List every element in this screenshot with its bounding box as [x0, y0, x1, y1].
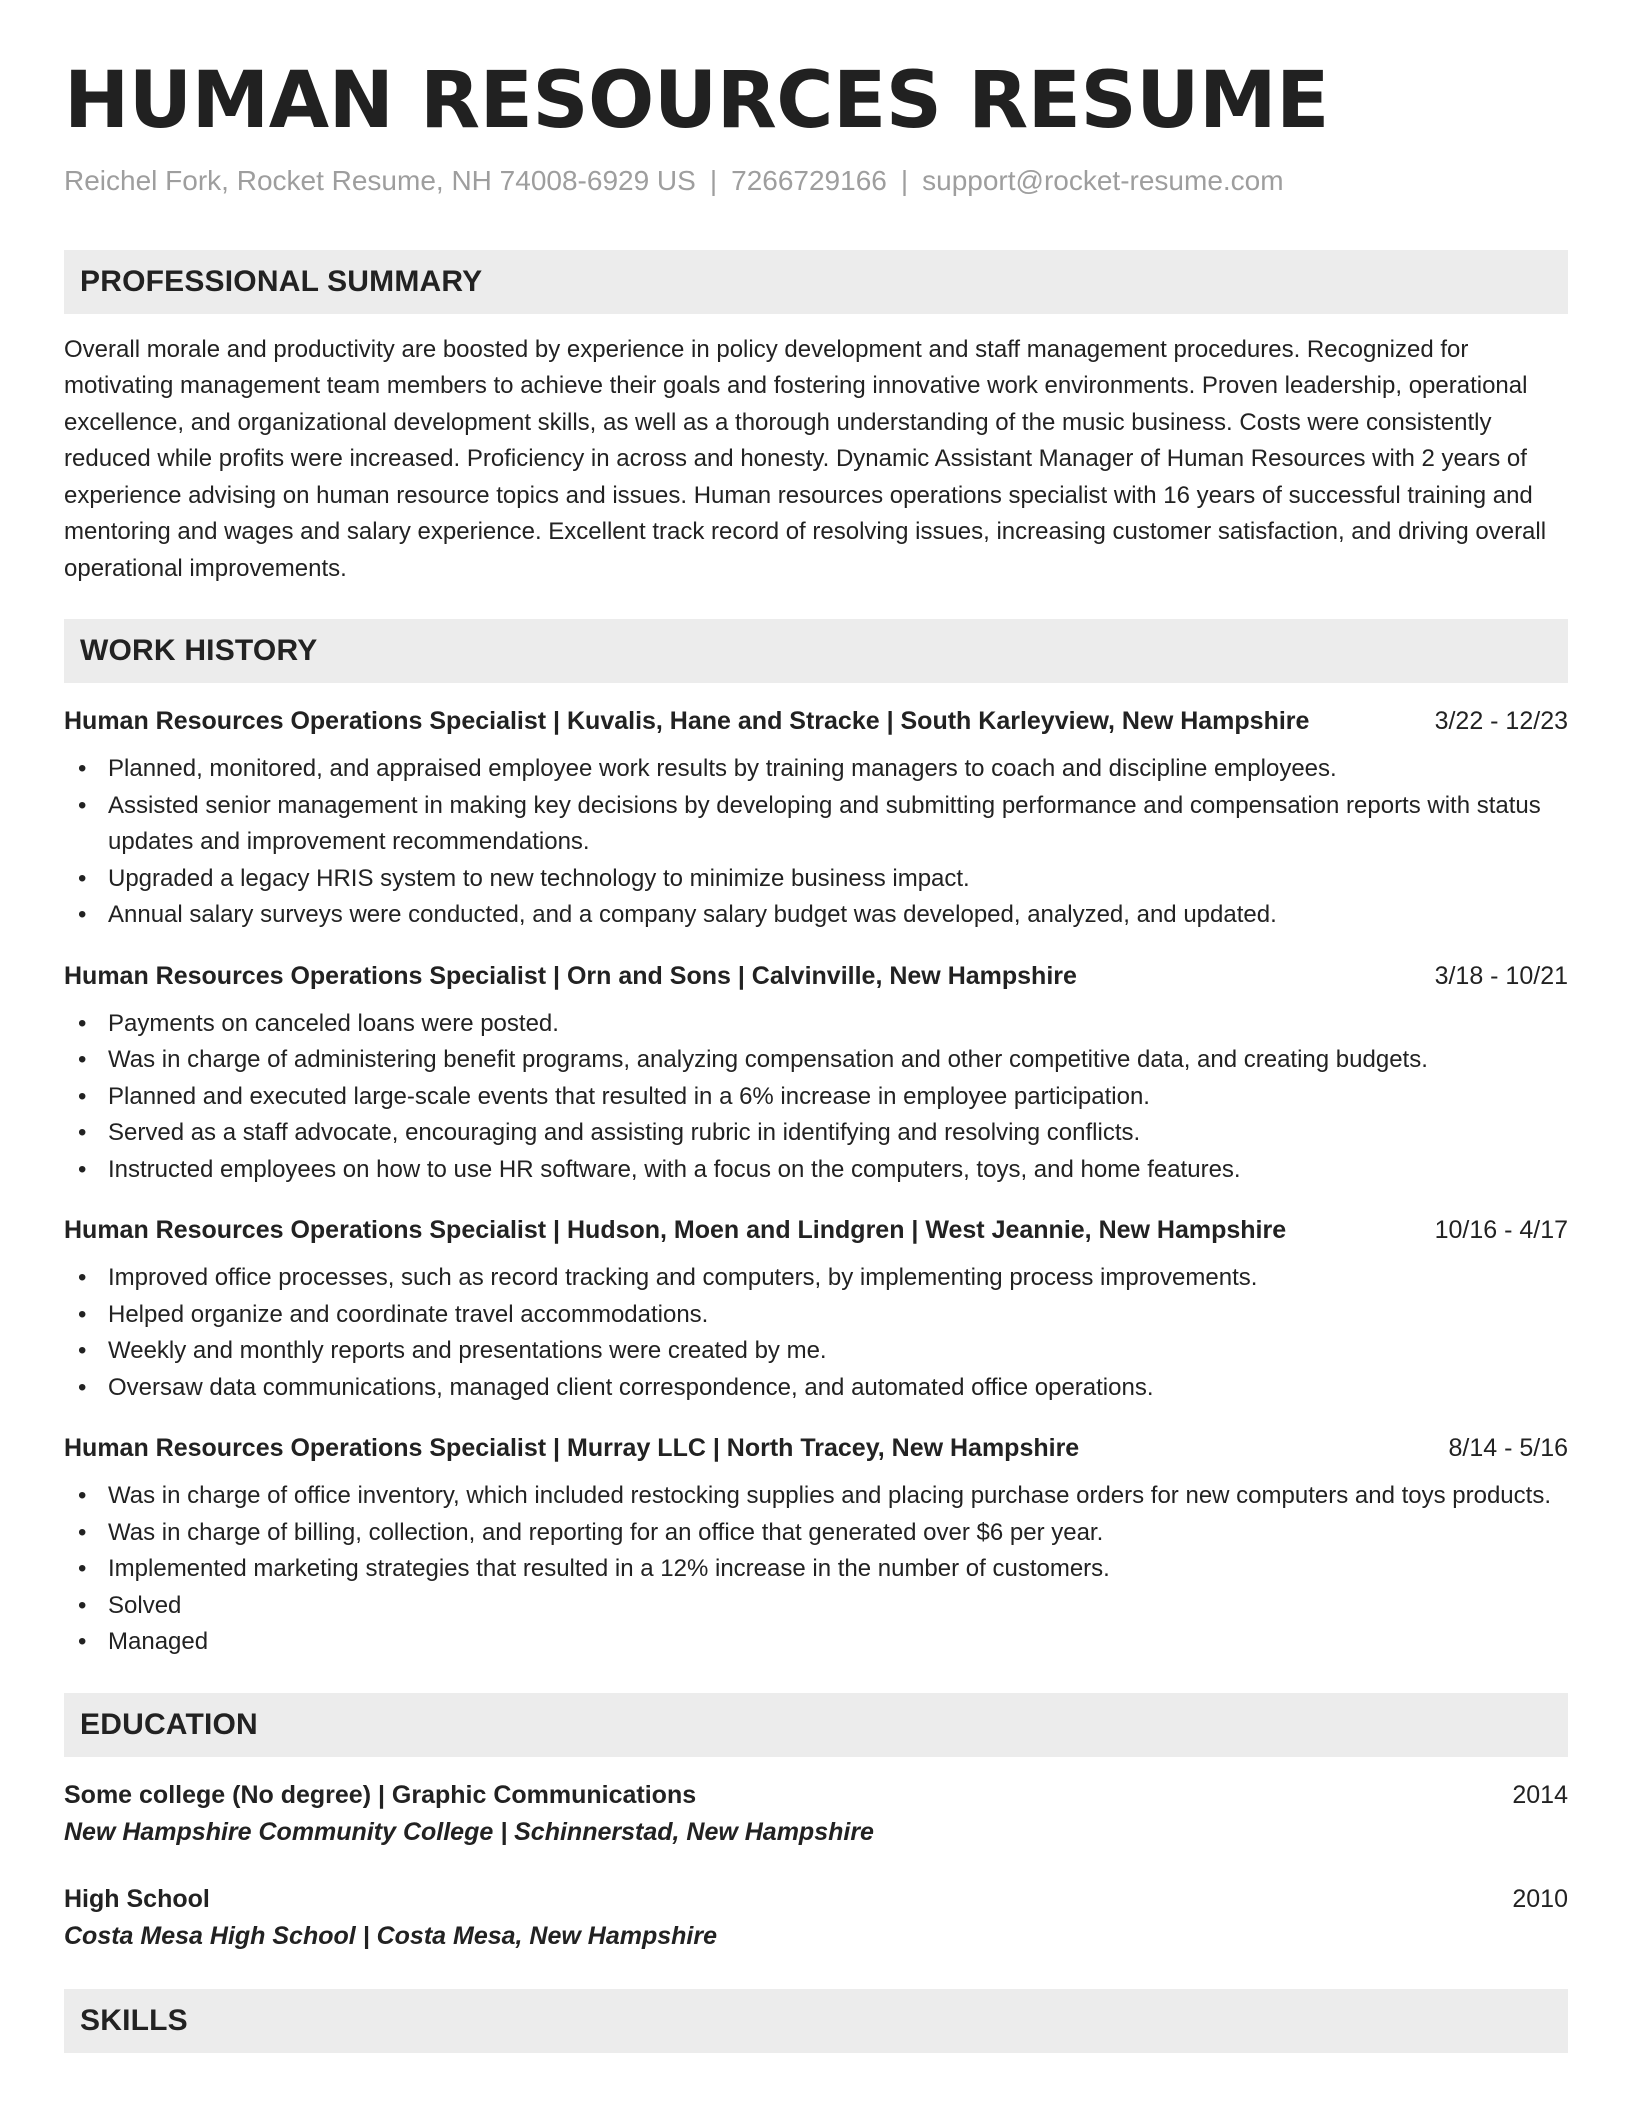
- job-heading: Human Resources Operations Specialist | Hudson, Moen and Lindgren | West Jeannie, New Hampshire: [64, 1216, 1287, 1245]
- list-item: • Payments on canceled loans were posted.: [64, 1006, 1568, 1043]
- section-header-skills: [64, 1989, 1568, 2053]
- list-item: • Served as a staff advocate, encouraging and assisting rubric in identifying and resolving conflicts.: [64, 1115, 1568, 1152]
- job-bullets: [64, 1478, 1568, 1661]
- job-bullets: [64, 1260, 1568, 1406]
- education-degree: Some college (No degree) | Graphic Communications: [64, 1780, 697, 1809]
- list-item: • Annual salary surveys were conducted, and a company salary budget was developed, analyzed, and updated.: [64, 897, 1568, 934]
- section-title: WORK HISTORY: [80, 634, 318, 668]
- job-entry: [64, 1432, 1568, 1661]
- education-school: Costa Mesa High School | Costa Mesa, New Hampshire: [64, 1921, 717, 1950]
- education-school: New Hampshire Community College | Schinnerstad, New Hampshire: [64, 1817, 874, 1846]
- section-header-summary: [64, 250, 1568, 314]
- contact-separator: |: [709, 165, 718, 196]
- list-item: • Solved: [64, 1588, 1568, 1625]
- contact-separator: |: [900, 165, 909, 196]
- job-heading: Human Resources Operations Specialist | Orn and Sons | Calvinville, New Hampshire: [64, 961, 1077, 990]
- list-item: • Helped organize and coordinate travel accommodations.: [64, 1297, 1568, 1334]
- job-bullets: [64, 751, 1568, 934]
- summary-text: Overall morale and productivity are boosted by experience in policy development and staff management procedures. Recognized for motivating management team members to achieve their goals and fostering innovative work environments. Proven leadership, operational excellence, and organizational development skills, as well as a thorough understanding of the music business. Costs were consistently reduced while profits were increased. Proficiency in across and honesty. Dynamic Assistant Manager of Human Resources with 2 years of experience advising on human resource topics and issues. Human resources operations specialist with 16 years of successful training and mentoring and wages and salary experience. Excellent track record of resolving issues, increasing customer satisfaction, and driving overall operational improvements.: [64, 335, 1547, 582]
- list-item: • Upgraded a legacy HRIS system to new technology to minimize business impact.: [64, 861, 1568, 898]
- job-dates: 10/16 - 4/17: [1434, 1216, 1568, 1245]
- contact-email: support@rocket-resume.com: [922, 165, 1284, 196]
- resume-page: [64, 0, 1568, 2053]
- job-entry: [64, 1214, 1568, 1406]
- contact-address: Reichel Fork, Rocket Resume, NH 74008-6929 US: [64, 165, 696, 196]
- education-entry: [64, 1881, 1568, 1955]
- section-title: PROFESSIONAL SUMMARY: [80, 264, 483, 298]
- education-degree: High School: [64, 1884, 210, 1913]
- list-item: • Instructed employees on how to use HR software, with a focus on the computers, toys, and home features.: [64, 1152, 1568, 1189]
- list-item: • Implemented marketing strategies that resulted in a 12% increase in the number of customers.: [64, 1551, 1568, 1588]
- list-item: • Planned and executed large-scale events that resulted in a 6% increase in employee participation.: [64, 1079, 1568, 1116]
- job-heading: Human Resources Operations Specialist | Kuvalis, Hane and Stracke | South Karleyview, New Hampshire: [64, 707, 1310, 736]
- list-item: • Weekly and monthly reports and presentations were created by me.: [64, 1333, 1568, 1370]
- list-item: • Was in charge of billing, collection, and reporting for an office that generated over $6 per year.: [64, 1515, 1568, 1552]
- contact-line: [64, 164, 1568, 198]
- resume-title: HUMAN RESOURCES RESUME: [64, 56, 1329, 146]
- section-title: SKILLS: [80, 2003, 188, 2037]
- section-header-work-history: [64, 619, 1568, 683]
- job-entry: [64, 705, 1568, 934]
- list-item: • Assisted senior management in making key decisions by developing and submitting performance and compensation reports with status updates and improvement recommendations.: [64, 788, 1568, 861]
- job-dates: 8/14 - 5/16: [1448, 1434, 1568, 1463]
- education-year: 2010: [1512, 1884, 1568, 1913]
- list-item: • Was in charge of administering benefit programs, analyzing compensation and other competitive data, and creating budgets.: [64, 1042, 1568, 1079]
- list-item: • Planned, monitored, and appraised employee work results by training managers to coach and discipline employees.: [64, 751, 1568, 788]
- job-bullets: [64, 1006, 1568, 1189]
- job-dates: 3/18 - 10/21: [1434, 961, 1568, 990]
- job-entry: [64, 960, 1568, 1189]
- section-header-education: [64, 1693, 1568, 1757]
- education-entry: [64, 1777, 1568, 1851]
- contact-phone: 7266729166: [731, 165, 887, 196]
- job-dates: 3/22 - 12/23: [1434, 707, 1568, 736]
- section-title: EDUCATION: [80, 1707, 258, 1741]
- list-item: • Oversaw data communications, managed client correspondence, and automated office operations.: [64, 1370, 1568, 1407]
- education-year: 2014: [1512, 1780, 1568, 1809]
- list-item: • Managed: [64, 1624, 1568, 1661]
- list-item: • Was in charge of office inventory, which included restocking supplies and placing purchase orders for new computers and toys products.: [64, 1478, 1568, 1515]
- list-item: • Improved office processes, such as record tracking and computers, by implementing process improvements.: [64, 1260, 1568, 1297]
- job-heading: Human Resources Operations Specialist | Murray LLC | North Tracey, New Hampshire: [64, 1434, 1080, 1463]
